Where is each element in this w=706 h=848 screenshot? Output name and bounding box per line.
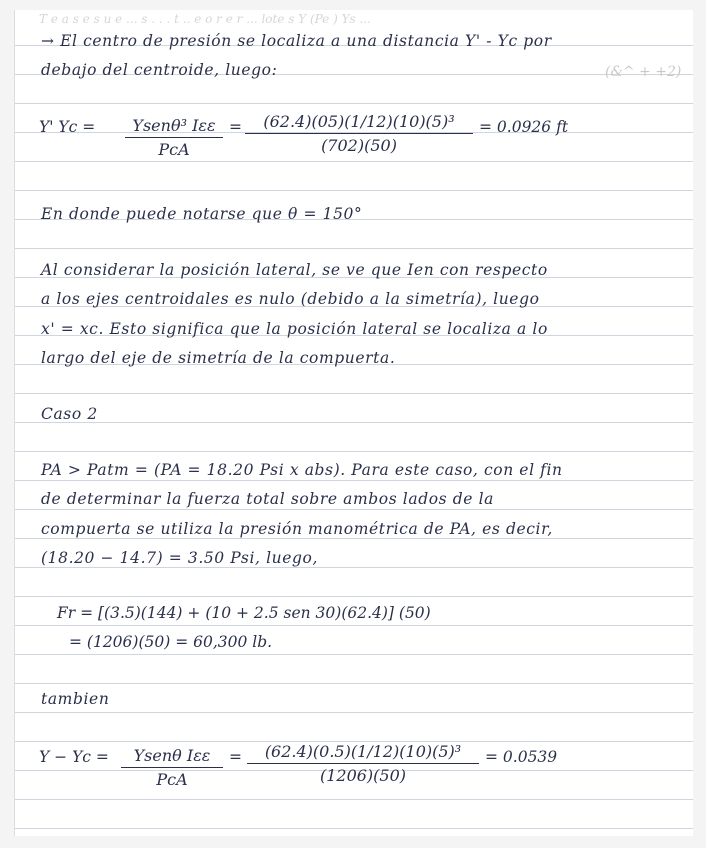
text-line-7: largo del eje de simetría de la compuerta.: [41, 349, 396, 367]
fr-equation-line2: = (1206)(50) = 60,300 lb.: [69, 633, 273, 651]
bleed-through-text: T e a s e s u e ... s . . . t .. e o r e r ... lote s Y (Pe ) Ys ...: [39, 12, 371, 26]
text-line-5: a los ejes centroidales es nulo (debido a la simetría), luego: [41, 290, 540, 308]
notebook-page: [14, 10, 693, 836]
eq2-sym-numerator: Ysenθ Iεε: [121, 746, 223, 768]
equals-sign: =: [229, 118, 242, 136]
eq2-lhs: Y − Yc =: [39, 748, 109, 766]
eq1-num-numerator: (62.4)(05)(1/12)(10)(5)³: [245, 112, 473, 134]
eq1-fraction-numeric: [245, 112, 473, 155]
fr-equation-line1: Fr = [(3.5)(144) + (10 + 2.5 sen 30)(62.4)] (50): [57, 604, 431, 622]
text-line-9: de determinar la fuerza total sobre ambos lados de la: [41, 490, 494, 508]
eq1-sym-numerator: Ysenθ³ I​εε: [125, 116, 223, 138]
eq1-sym-denominator: PcA: [158, 140, 190, 159]
text-line-12: tambien: [41, 690, 110, 708]
eq1-num-denominator: (702)(50): [321, 136, 397, 155]
text-line-6: x' = xc. Esto significa que la posición lateral se localiza a lo: [41, 320, 548, 338]
text-line-11: (18.20 − 14.7) = 3.50 Psi, luego,: [41, 549, 318, 567]
text-line-4: Al considerar la posición lateral, se ve que Ien con respecto: [41, 261, 548, 279]
eq2-fraction-numeric: [247, 742, 479, 785]
eq1-result: = 0.0926 ft: [479, 118, 569, 136]
text-line-2: debajo del centroide, luego:: [41, 61, 278, 79]
text-line-8: PA > Patm = (PA = 18.20 Psi x abs). Para este caso, con el fin: [41, 461, 563, 479]
equals-sign-2: =: [229, 748, 242, 766]
eq2-sym-denominator: PcA: [156, 770, 188, 789]
eq2-fraction-symbolic: [121, 746, 223, 789]
bleed-through-text-right: (&^ + +2): [605, 64, 682, 80]
eq2-num-denominator: (1206)(50): [319, 766, 407, 785]
eq2-result: = 0.0539: [485, 748, 558, 766]
case-heading: Caso 2: [41, 405, 98, 423]
text-line-3: En donde puede notarse que θ = 150°: [41, 205, 363, 223]
eq1-lhs: Y' Yc =: [39, 118, 96, 136]
text-line-10: compuerta se utiliza la presión manométrica de PA, es decir,: [41, 520, 553, 538]
text-line-1: → El centro de presión se localiza a una distancia Y' - Yc por: [41, 32, 552, 50]
eq2-num-numerator: (62.4)(0.5)(1/12)(10)(5)³: [247, 742, 479, 764]
eq1-fraction-symbolic: [125, 116, 223, 159]
